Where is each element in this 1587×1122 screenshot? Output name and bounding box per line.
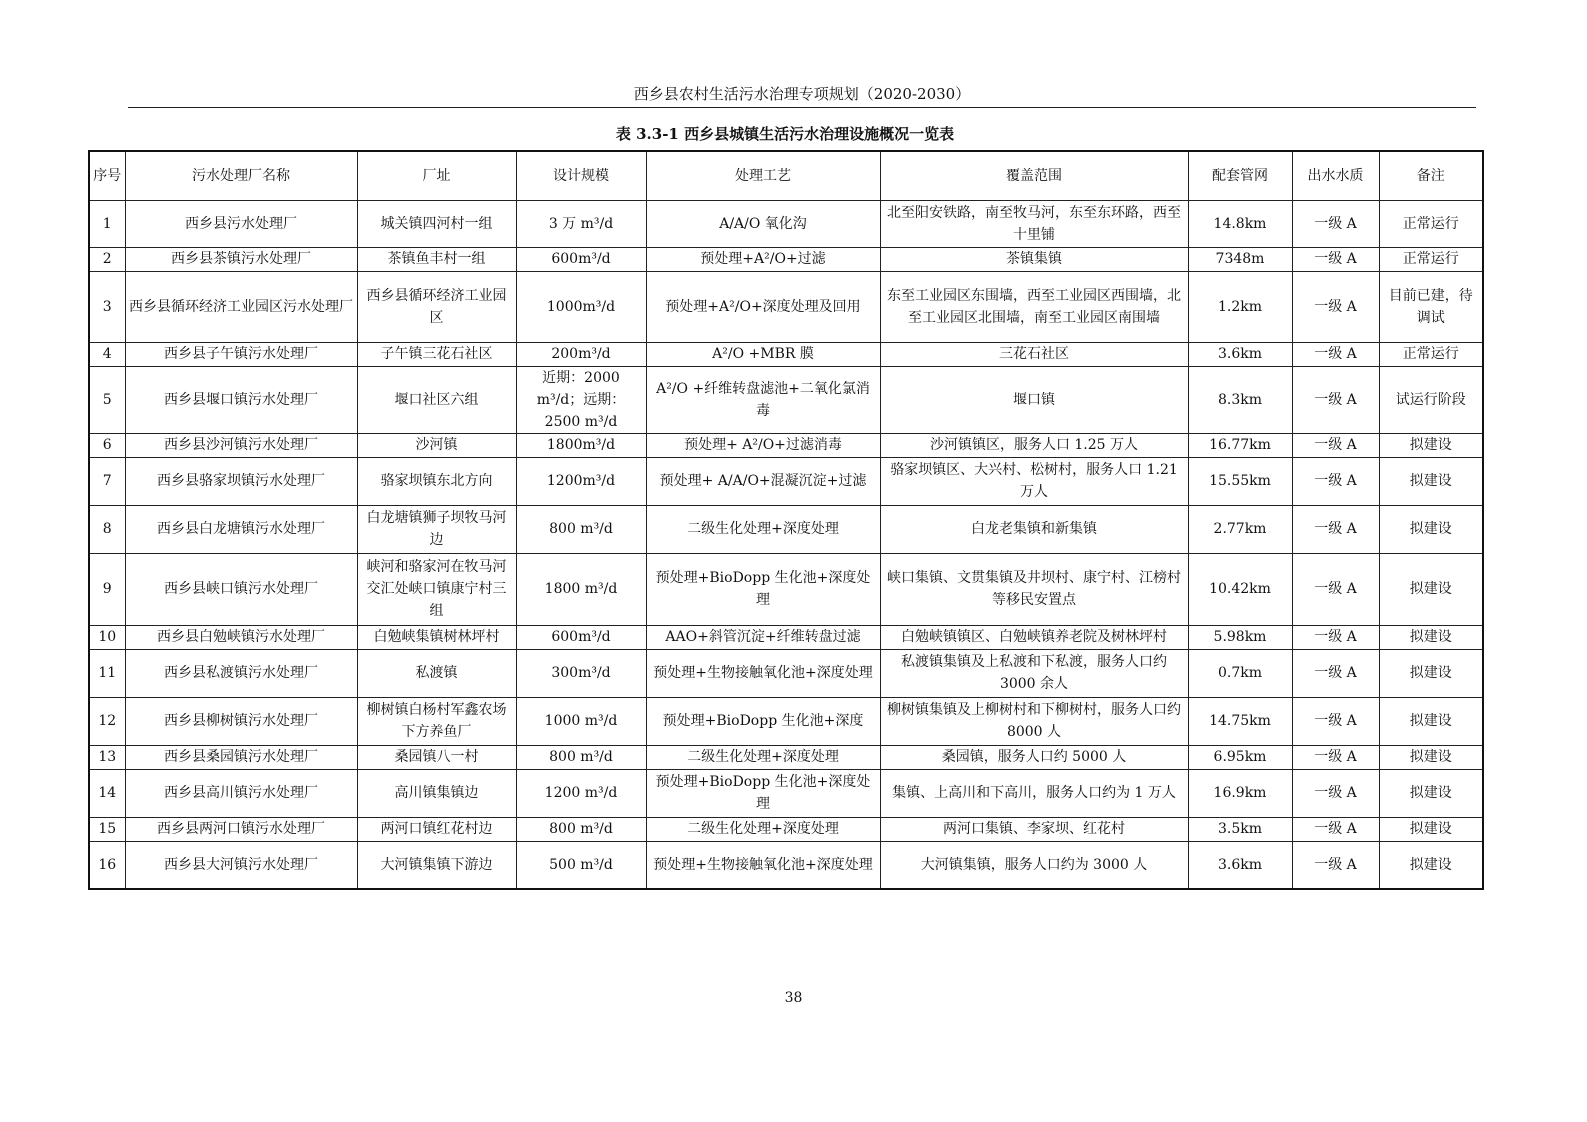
design-scale: 500 m³/d xyxy=(516,841,646,889)
table-row xyxy=(89,457,1483,505)
table-row xyxy=(89,342,1483,366)
treatment-process: 预处理+A²/O+深度处理及回用 xyxy=(646,271,880,342)
design-scale: 800 m³/d xyxy=(516,817,646,841)
plant-site: 峡河和骆家河在牧马河交汇处峡口镇康宁村三组 xyxy=(357,553,516,625)
row-number: 15 xyxy=(89,817,125,841)
design-scale: 800 m³/d xyxy=(516,745,646,769)
coverage-area: 大河镇集镇，服务人口约为 3000 人 xyxy=(880,841,1188,889)
treatment-process: 预处理+ A²/O+过滤消毒 xyxy=(646,433,880,457)
treatment-process: A²/O +MBR 膜 xyxy=(646,342,880,366)
plant-name: 西乡县堰口镇污水处理厂 xyxy=(125,366,357,433)
coverage-area: 峡口集镇、文贯集镇及井坝村、康宁村、江榜村等移民安置点 xyxy=(880,553,1188,625)
coverage-area: 白勉峡镇镇区、白勉峡镇养老院及树林坪村 xyxy=(880,625,1188,649)
remark: 目前已建，待调试 xyxy=(1379,271,1483,342)
column-header: 序号 xyxy=(89,151,125,200)
design-scale: 800 m³/d xyxy=(516,505,646,553)
plant-site: 西乡县循环经济工业园区 xyxy=(357,271,516,342)
table-row xyxy=(89,505,1483,553)
table-row xyxy=(89,200,1483,247)
treatment-process: 预处理+生物接触氧化池+深度处理 xyxy=(646,841,880,889)
coverage-area: 东至工业园区东围墙，西至工业园区西围墙，北至工业园区北围墙，南至工业园区南围墙 xyxy=(880,271,1188,342)
treatment-process: 预处理+ A/A/O+混凝沉淀+过滤 xyxy=(646,457,880,505)
effluent-quality: 一级 A xyxy=(1292,697,1379,745)
plant-site: 桑园镇八一村 xyxy=(357,745,516,769)
effluent-quality: 一级 A xyxy=(1292,457,1379,505)
pipe-network: 6.95km xyxy=(1188,745,1292,769)
remark: 试运行阶段 xyxy=(1379,366,1483,433)
remark: 拟建设 xyxy=(1379,649,1483,697)
table-row xyxy=(89,271,1483,342)
treatment-process: 二级生化处理+深度处理 xyxy=(646,505,880,553)
plant-site: 私渡镇 xyxy=(357,649,516,697)
table-row xyxy=(89,247,1483,271)
effluent-quality: 一级 A xyxy=(1292,649,1379,697)
design-scale: 1000m³/d xyxy=(516,271,646,342)
design-scale: 近期：2000 m³/d；远期：2500 m³/d xyxy=(516,366,646,433)
effluent-quality: 一级 A xyxy=(1292,271,1379,342)
column-header: 备注 xyxy=(1379,151,1483,200)
treatment-process: 二级生化处理+深度处理 xyxy=(646,745,880,769)
table-row xyxy=(89,649,1483,697)
treatment-process: A/A/O 氧化沟 xyxy=(646,200,880,247)
remark: 正常运行 xyxy=(1379,247,1483,271)
coverage-area: 沙河镇镇区，服务人口 1.25 万人 xyxy=(880,433,1188,457)
plant-site: 子午镇三花石社区 xyxy=(357,342,516,366)
page-header: 西乡县农村生活污水治理专项规划（2020-2030） xyxy=(633,85,971,103)
plant-site: 大河镇集镇下游边 xyxy=(357,841,516,889)
design-scale: 1800m³/d xyxy=(516,433,646,457)
design-scale: 200m³/d xyxy=(516,342,646,366)
remark: 拟建设 xyxy=(1379,745,1483,769)
plant-name: 西乡县大河镇污水处理厂 xyxy=(125,841,357,889)
coverage-area: 骆家坝镇区、大兴村、松树村，服务人口 1.21 万人 xyxy=(880,457,1188,505)
plant-name: 西乡县茶镇污水处理厂 xyxy=(125,247,357,271)
effluent-quality: 一级 A xyxy=(1292,817,1379,841)
table-body xyxy=(89,200,1483,889)
plant-name: 西乡县柳树镇污水处理厂 xyxy=(125,697,357,745)
effluent-quality: 一级 A xyxy=(1292,553,1379,625)
table-header-row xyxy=(89,151,1483,200)
remark: 拟建设 xyxy=(1379,433,1483,457)
remark: 拟建设 xyxy=(1379,817,1483,841)
column-header: 污水处理厂名称 xyxy=(125,151,357,200)
remark: 拟建设 xyxy=(1379,505,1483,553)
design-scale: 1200 m³/d xyxy=(516,769,646,817)
plant-site: 柳树镇白杨村军鑫农场下方养鱼厂 xyxy=(357,697,516,745)
row-number: 8 xyxy=(89,505,125,553)
effluent-quality: 一级 A xyxy=(1292,433,1379,457)
table-row xyxy=(89,433,1483,457)
row-number: 11 xyxy=(89,649,125,697)
plant-site: 高川镇集镇边 xyxy=(357,769,516,817)
plant-site: 两河口镇红花村边 xyxy=(357,817,516,841)
pipe-network: 16.9km xyxy=(1188,769,1292,817)
plant-name: 西乡县白勉峡镇污水处理厂 xyxy=(125,625,357,649)
row-number: 5 xyxy=(89,366,125,433)
column-header: 出水水质 xyxy=(1292,151,1379,200)
pipe-network: 8.3km xyxy=(1188,366,1292,433)
plant-name: 西乡县峡口镇污水处理厂 xyxy=(125,553,357,625)
remark: 拟建设 xyxy=(1379,553,1483,625)
row-number: 13 xyxy=(89,745,125,769)
column-header: 设计规模 xyxy=(516,151,646,200)
table-row xyxy=(89,841,1483,889)
remark: 正常运行 xyxy=(1379,342,1483,366)
plant-name: 西乡县骆家坝镇污水处理厂 xyxy=(125,457,357,505)
pipe-network: 5.98km xyxy=(1188,625,1292,649)
row-number: 12 xyxy=(89,697,125,745)
table-title: 表 3.3-1 西乡县城镇生活污水治理设施概况一览表 xyxy=(615,125,955,143)
row-number: 14 xyxy=(89,769,125,817)
remark: 拟建设 xyxy=(1379,457,1483,505)
treatment-process: AAO+斜管沉淀+纤维转盘过滤 xyxy=(646,625,880,649)
treatment-process: 预处理+BioDopp 生化池+深度处理 xyxy=(646,769,880,817)
plant-name: 西乡县污水处理厂 xyxy=(125,200,357,247)
page-number: 38 xyxy=(784,990,803,1006)
pipe-network: 3.6km xyxy=(1188,342,1292,366)
table-row xyxy=(89,697,1483,745)
treatment-process: 预处理+A²/O+过滤 xyxy=(646,247,880,271)
coverage-area: 茶镇集镇 xyxy=(880,247,1188,271)
plant-site: 堰口社区六组 xyxy=(357,366,516,433)
plant-name: 西乡县私渡镇污水处理厂 xyxy=(125,649,357,697)
plant-name: 西乡县高川镇污水处理厂 xyxy=(125,769,357,817)
column-header: 覆盖范围 xyxy=(880,151,1188,200)
design-scale: 1800 m³/d xyxy=(516,553,646,625)
effluent-quality: 一级 A xyxy=(1292,247,1379,271)
row-number: 4 xyxy=(89,342,125,366)
plant-name: 西乡县白龙塘镇污水处理厂 xyxy=(125,505,357,553)
pipe-network: 1.2km xyxy=(1188,271,1292,342)
coverage-area: 柳树镇集镇及上柳树村和下柳树村，服务人口约 8000 人 xyxy=(880,697,1188,745)
effluent-quality: 一级 A xyxy=(1292,505,1379,553)
coverage-area: 堰口镇 xyxy=(880,366,1188,433)
pipe-network: 10.42km xyxy=(1188,553,1292,625)
effluent-quality: 一级 A xyxy=(1292,745,1379,769)
pipe-network: 3.6km xyxy=(1188,841,1292,889)
row-number: 1 xyxy=(89,200,125,247)
plant-site: 茶镇鱼丰村一组 xyxy=(357,247,516,271)
treatment-process: 预处理+BioDopp 生化池+深度处理 xyxy=(646,553,880,625)
remark: 拟建设 xyxy=(1379,841,1483,889)
design-scale: 3 万 m³/d xyxy=(516,200,646,247)
treatment-process: A²/O +纤维转盘滤池+二氧化氯消毒 xyxy=(646,366,880,433)
effluent-quality: 一级 A xyxy=(1292,342,1379,366)
column-header: 厂址 xyxy=(357,151,516,200)
header-rule xyxy=(128,107,1476,108)
plant-name: 西乡县沙河镇污水处理厂 xyxy=(125,433,357,457)
coverage-area: 私渡镇集镇及上私渡和下私渡，服务人口约 3000 余人 xyxy=(880,649,1188,697)
coverage-area: 桑园镇，服务人口约 5000 人 xyxy=(880,745,1188,769)
pipe-network: 14.8km xyxy=(1188,200,1292,247)
coverage-area: 三花石社区 xyxy=(880,342,1188,366)
plant-name: 西乡县两河口镇污水处理厂 xyxy=(125,817,357,841)
pipe-network: 14.75km xyxy=(1188,697,1292,745)
treatment-process: 预处理+BioDopp 生化池+深度 xyxy=(646,697,880,745)
design-scale: 1200m³/d xyxy=(516,457,646,505)
design-scale: 300m³/d xyxy=(516,649,646,697)
table-row xyxy=(89,817,1483,841)
pipe-network: 7348m xyxy=(1188,247,1292,271)
treatment-process: 预处理+生物接触氧化池+深度处理 xyxy=(646,649,880,697)
effluent-quality: 一级 A xyxy=(1292,769,1379,817)
table-row xyxy=(89,553,1483,625)
design-scale: 1000 m³/d xyxy=(516,697,646,745)
effluent-quality: 一级 A xyxy=(1292,200,1379,247)
row-number: 10 xyxy=(89,625,125,649)
remark: 拟建设 xyxy=(1379,697,1483,745)
remark: 拟建设 xyxy=(1379,769,1483,817)
plant-name: 西乡县桑园镇污水处理厂 xyxy=(125,745,357,769)
column-header: 配套管网 xyxy=(1188,151,1292,200)
table-row xyxy=(89,769,1483,817)
effluent-quality: 一级 A xyxy=(1292,366,1379,433)
row-number: 6 xyxy=(89,433,125,457)
remark: 正常运行 xyxy=(1379,200,1483,247)
pipe-network: 15.55km xyxy=(1188,457,1292,505)
table-row xyxy=(89,625,1483,649)
table-row xyxy=(89,366,1483,433)
plant-site: 白龙塘镇狮子坝牧马河边 xyxy=(357,505,516,553)
row-number: 3 xyxy=(89,271,125,342)
coverage-area: 北至阳安铁路，南至牧马河，东至东环路，西至十里铺 xyxy=(880,200,1188,247)
coverage-area: 两河口集镇、李家坝、红花村 xyxy=(880,817,1188,841)
facilities-table xyxy=(88,150,1484,890)
pipe-network: 0.7km xyxy=(1188,649,1292,697)
row-number: 2 xyxy=(89,247,125,271)
plant-site: 白勉峡集镇树林坪村 xyxy=(357,625,516,649)
coverage-area: 白龙老集镇和新集镇 xyxy=(880,505,1188,553)
effluent-quality: 一级 A xyxy=(1292,841,1379,889)
plant-name: 西乡县子午镇污水处理厂 xyxy=(125,342,357,366)
treatment-process: 二级生化处理+深度处理 xyxy=(646,817,880,841)
remark: 拟建设 xyxy=(1379,625,1483,649)
effluent-quality: 一级 A xyxy=(1292,625,1379,649)
plant-site: 沙河镇 xyxy=(357,433,516,457)
column-header: 处理工艺 xyxy=(646,151,880,200)
design-scale: 600m³/d xyxy=(516,247,646,271)
design-scale: 600m³/d xyxy=(516,625,646,649)
row-number: 7 xyxy=(89,457,125,505)
plant-site: 城关镇四河村一组 xyxy=(357,200,516,247)
table-row xyxy=(89,745,1483,769)
coverage-area: 集镇、上高川和下高川，服务人口约为 1 万人 xyxy=(880,769,1188,817)
row-number: 9 xyxy=(89,553,125,625)
pipe-network: 2.77km xyxy=(1188,505,1292,553)
plant-site: 骆家坝镇东北方向 xyxy=(357,457,516,505)
pipe-network: 16.77km xyxy=(1188,433,1292,457)
pipe-network: 3.5km xyxy=(1188,817,1292,841)
plant-name: 西乡县循环经济工业园区污水处理厂 xyxy=(125,271,357,342)
row-number: 16 xyxy=(89,841,125,889)
